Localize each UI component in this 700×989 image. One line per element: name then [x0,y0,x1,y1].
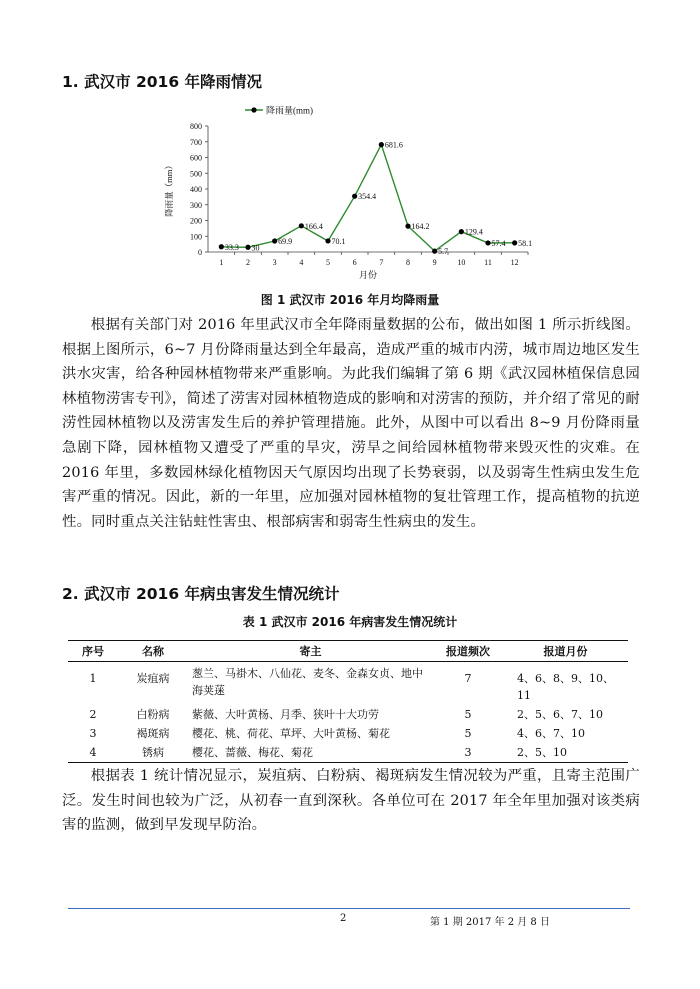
header-host: 寄主 [188,641,433,662]
data-point-marker [485,240,490,245]
data-point-marker [219,244,224,249]
row-no: 3 [89,727,97,740]
disease-statistics-table [68,640,628,763]
figure-caption: 图 1 武汉市 2016 年月均降雨量 [260,293,440,307]
data-label: 164.2 [411,222,430,232]
data-point-marker [299,223,304,228]
row-no: 2 [89,708,97,721]
data-point-marker [459,229,464,234]
data-label: 681.6 [384,140,403,150]
header-name: 名称 [118,641,188,662]
x-tick-label: 10 [457,258,466,267]
x-tick-label: 7 [379,258,384,267]
table-row [68,662,628,706]
row-host: 樱花、桃、荷花、草坪、大叶黄杨、菊花 [192,727,390,740]
data-point-marker [272,238,277,243]
row-frequency: 5 [464,708,472,721]
page-number: 2 [340,913,347,924]
rainfall-line-chart [150,100,550,285]
table-row [68,705,628,724]
row-name: 锈病 [118,743,188,763]
x-tick-label: 8 [406,258,410,267]
data-label: 129.4 [464,227,483,237]
header-no: 序号 [68,641,118,662]
x-tick-label: 1 [219,258,224,267]
row-name: 褐斑病 [136,727,170,740]
data-point-marker [405,224,410,229]
row-frequency: 7 [464,672,472,685]
row-no: 1 [89,672,97,685]
legend-label: 降雨量(mm) [266,105,313,116]
data-label: 70.1 [331,236,346,246]
y-tick-label: 700 [190,137,202,147]
x-tick-label: 4 [299,258,304,267]
row-months: 4、6、7、10 [517,727,585,740]
data-point-marker [325,238,330,243]
y-tick-label: 300 [190,200,202,210]
legend-marker-swatch [251,107,256,112]
data-label: 30 [251,243,260,253]
row-host: 樱花、蔷薇、梅花、菊花 [188,743,433,763]
data-label: 58.1 [518,238,533,248]
row-no: 4 [68,743,118,763]
y-tick-label: 0 [198,248,202,257]
section-1-heading: 1. 武汉市 2016 年降雨情况 [62,73,263,91]
x-tick-label: 6 [352,258,357,267]
x-tick-label: 2 [246,258,250,267]
issue-date: 第 1 期 2017 年 2 月 8 日 [430,917,550,928]
data-label: 57.4 [491,238,506,248]
row-months: 4、6、8、9、10、11 [517,672,614,702]
data-label: 354.4 [358,192,377,202]
data-label: 69.9 [278,236,293,246]
y-tick-label: 800 [190,122,202,131]
row-name: 白粉病 [136,708,170,721]
section-2-heading: 2. 武汉市 2016 年病虫害发生情况统计 [62,585,340,603]
table-row [68,724,628,743]
data-point-marker [432,249,437,254]
y-axis-title: 降雨量（mm） [164,161,174,217]
paragraph-rainfall-analysis: 根据有关部门对 2016 年里武汉市全年降雨量数据的公布，做出如图 1 所示折线图。根据上图所示，6~7 月份降雨量达到全年最高，造成严重的城市内涝，城市周边地区发生洪水灾害，给各种园林植物带来严重影响。为此我们编辑了第 6 期《武汉园林植保信息园林植物涝害专刊》，简述了涝害对园林植物造成的影响和对涝害的预防，并介绍了常见的耐涝性园林植物以及涝害发生后的养护管理措施。此外，从图中可以看出 8~9 月份降雨量急剧下降，园林植物又遭受了严重的旱灾，涝旱之间给园林植物带来毁灭性的灾难。在 2016 年里，多数园林绿化植物因天气原因均出现了长势衰弱，以及弱寄生性病虫发生危害严重的情况。因此，新的一年里，应加强对园林植物的复壮管理工作，提高植物的抗逆性。同时重点关注钻蛀性害虫、根部病害和弱寄生性病虫的发生。 [62,317,640,530]
x-tick-label: 12 [510,258,519,267]
data-point-marker [512,240,517,245]
x-tick-label: 3 [272,258,277,267]
y-tick-label: 200 [190,216,202,226]
x-tick-label: 11 [484,258,492,267]
x-tick-label: 9 [432,258,437,267]
data-point-marker [352,194,357,199]
table-caption: 表 1 武汉市 2016 年病害发生情况统计 [242,615,458,629]
y-tick-label: 100 [190,232,202,242]
row-host: 葱兰、马褂木、八仙花、麦冬、金森女贞、地中海荚蒾 [192,667,423,697]
row-months: 2、5、6、7、10 [517,708,603,721]
row-frequency: 5 [464,727,472,740]
header-months: 报道月份 [503,641,628,662]
data-label: 166.4 [304,221,323,231]
table-header-row [68,641,628,662]
row-name: 炭疽病 [136,672,170,685]
y-tick-label: 400 [190,185,202,194]
data-point-marker [379,142,384,147]
data-label: 5.7 [438,247,449,257]
x-axis-title: 月份 [358,270,378,280]
row-host: 紫薇、大叶黄杨、月季、狭叶十大功劳 [192,708,379,721]
paragraph-table-analysis: 根据表 1 统计情况显示，炭疽病、白粉病、褐斑病发生情况较为严重，且寄主范围广泛。发生时间也较为广泛，从初春一直到深秋。各单位可在 2017 年全年里加强对该类病害的监测，做到早发现早防治。 [62,768,640,834]
footer-rule [68,908,630,909]
data-label: 33.3 [224,242,239,252]
row-months: 2、5、10 [503,743,628,763]
row-frequency: 3 [433,743,503,763]
x-tick-label: 5 [326,258,330,267]
data-point-marker [245,245,250,250]
header-frequency: 报道频次 [433,641,503,662]
y-tick-label: 500 [190,169,202,179]
table-row [68,743,628,763]
y-tick-label: 600 [190,153,202,163]
